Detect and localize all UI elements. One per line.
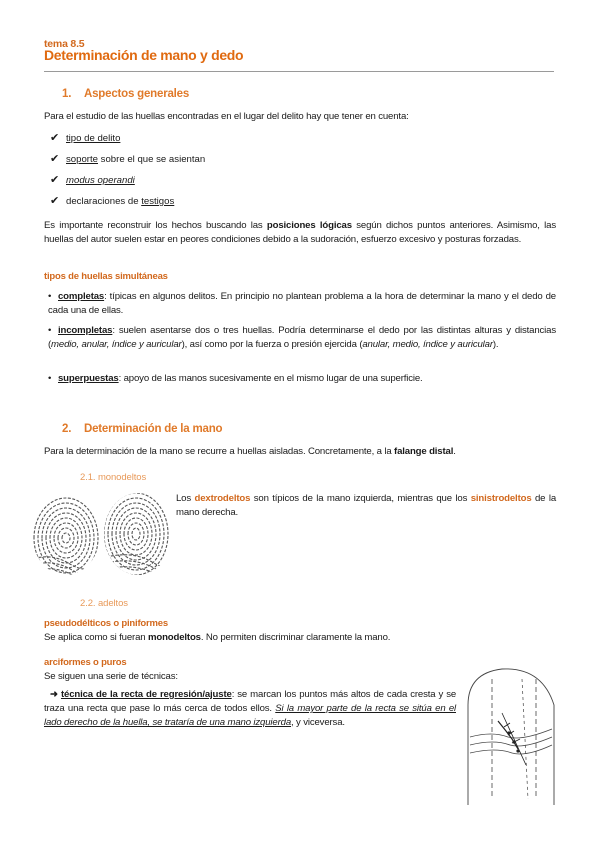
types-heading: tipos de huellas simultáneas [44,271,168,282]
pseudo-sentence: Se aplica como si fueran [44,632,148,643]
checklist-item-testigos [50,194,174,207]
subsection-adeltos-heading: 2.2. adeltos [80,598,128,609]
checklist-text: declaraciones de [66,196,142,207]
term-dextrodeltos: dextrodeltos [194,493,251,504]
italic-rule-statement: Si la mayor parte de la recta se sitúa en el lado derecho de la huella, se trataría de una mano izquierda [44,703,456,728]
type-text: ), así como por la fuerza o presión ejercida ( [181,339,363,350]
intro-text: Para la determinación de la mano se recurre a huellas aisladas. Concretamente, a la [44,446,395,457]
fingerprint-dextrodelto-image [30,490,102,576]
pseudodelticos-text [44,631,556,645]
page-title: Determinación de mano y dedo [44,47,244,63]
term-sinistrodeltos: sinistrodeltos [470,493,532,504]
section2-number: 2. [62,423,72,435]
pseudo-sentence: . No permiten discriminar claramente la mano. [200,632,391,643]
section1-intro: Para el estudio de las huellas encontradas en el lugar del delito hay que tener en cuenta: [44,111,409,122]
bold-falange-distal: falange distal [394,446,454,457]
check-icon: ✔ [50,195,60,207]
section2-title: Determinación de la mano [84,423,223,435]
term-superpuestas: superpuestas [58,373,119,384]
arciformes-heading: arciformes o puros [44,657,127,668]
monodeltos-sentence: de la mano derecha. [176,493,556,518]
link-testigos[interactable]: testigos [141,196,175,207]
check-icon: ✔ [50,153,60,165]
type-text: ). [492,339,499,350]
section2-intro [44,445,556,459]
link-tipo-delito[interactable]: tipo de delito [66,133,121,144]
section1-title: Aspectos generales [84,88,190,100]
check-icon: ✔ [50,174,60,186]
checklist-item-delito [50,131,120,144]
type-text: : típicas en algunos delitos. En principio no plantean problema a la hora de determinar la mano y el dedo de cada una de ellas. [48,291,556,316]
fingerprint-sinistrodelto-image [102,490,174,576]
italic-fingers: medio, anular, índice y auricular [51,339,182,350]
type-incompletas [48,324,556,352]
type-text: : apoyo de las manos sucesivamente en el mismo lugar de una superficie. [118,373,423,384]
type-text: : suelen asentarse dos o tres huellas. Podría determinarse el dedo por las distintas alturas y distancias ( [48,325,556,350]
monodeltos-sentence: son típicos de la mano izquierda, mientras que los [250,493,471,504]
section1-number: 1. [62,88,72,100]
type-completas [48,290,556,318]
checklist-item-soporte [50,152,205,165]
topic-label: tema 8.5 [44,38,85,50]
section1-paragraph [44,219,556,247]
section2-heading [62,423,222,435]
monodeltos-sentence: Los [176,493,195,504]
arrow-right-icon: ➜ [50,689,58,700]
monodeltos-text [176,492,556,520]
link-soporte[interactable]: soporte [66,154,98,165]
check-icon: ✔ [50,132,60,144]
regression-line-sketch [462,665,560,805]
bold-posiciones-logicas: posiciones lógicas [266,220,352,231]
pseudodelticos-heading: pseudodélticos o piniformes [44,618,168,629]
arciformes-text: Se siguen una serie de técnicas: [44,671,178,682]
tecnica-recta-text [44,688,456,730]
paragraph-text: Es importante reconstruir los hechos buscando las [44,220,267,231]
subsection-monodeltos-heading: 2.1. monodeltos [80,472,147,483]
title-divider [44,71,554,72]
checklist-text: sobre el que se asientan [98,154,206,165]
tech-sentence: : se marcan los puntos más altos de cada cresta y se traza una recta que pase lo más cerca de todos ellos. [44,689,457,714]
paragraph-text: según dichos puntos anteriores. Asimismo, las huellas del autor suelen estar en peores condiciones debido a la sudoración, esfuerzo excesivo y posturas forzadas. [44,220,556,245]
bullet-icon: • [48,325,52,336]
intro-text: . [453,446,456,457]
bold-monodeltos: monodeltos [147,632,201,643]
tech-sentence: , y viceversa. [291,717,345,728]
term-completas: completas [58,291,105,302]
link-modus-operandi[interactable]: modus operandi [66,175,135,186]
type-superpuestas [48,372,556,386]
checklist-item-modus [50,173,135,186]
bullet-icon: • [48,291,52,302]
term-incompletas: incompletas [58,325,113,336]
term-tecnica-recta: técnica de la recta de regresión/ajuste [60,689,232,700]
section1-heading [62,88,189,100]
bullet-icon: • [48,373,52,384]
italic-fingers: anular, medio, índice y auricular [362,339,493,350]
